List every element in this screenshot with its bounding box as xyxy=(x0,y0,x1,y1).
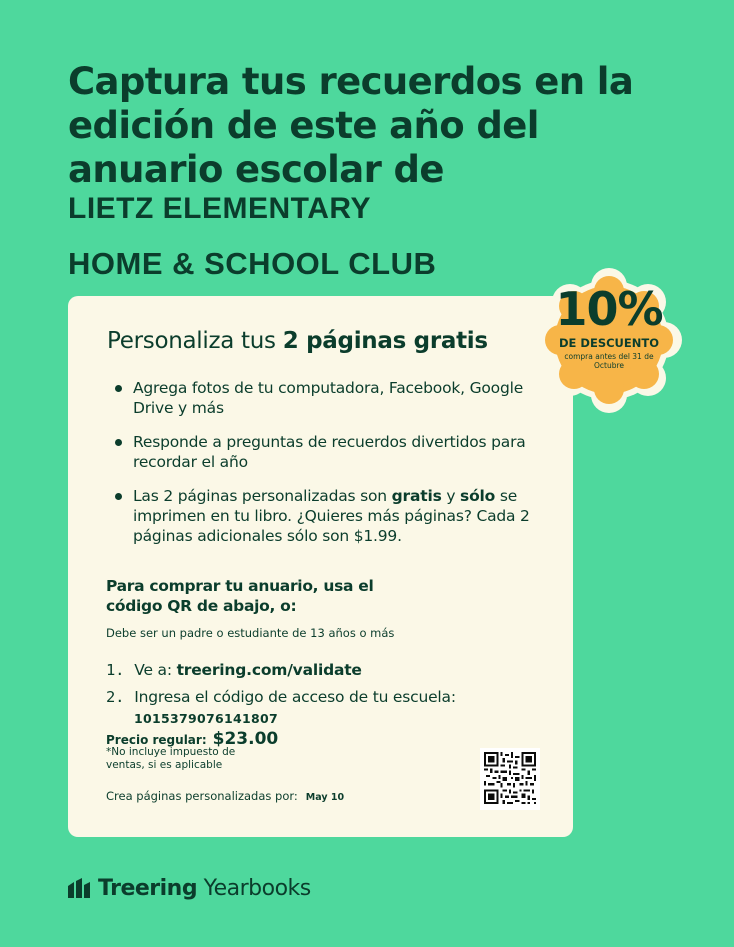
logo-bold: Treering xyxy=(98,875,198,901)
create-label: Crea páginas personalizadas por: xyxy=(106,789,298,803)
bullet-text: Las 2 páginas personalizadas son xyxy=(133,487,392,505)
discount-label: DE DESCUENTO xyxy=(559,336,659,350)
list-item xyxy=(113,486,543,546)
create-date: May 10 xyxy=(305,792,345,803)
step-number: 1. xyxy=(106,661,125,679)
eligibility-note: Debe ser un padre o estudiante de 13 años o más xyxy=(106,626,395,640)
logo-text xyxy=(98,876,311,901)
step-1 xyxy=(106,661,362,679)
step-text: Ingresa el código de acceso de tu escuela: xyxy=(134,688,456,706)
bullet-text: se imprimen en tu libro. ¿Quieres más páginas? Cada 2 páginas adicionales sólo son $1.99. xyxy=(133,487,530,545)
bullet-text: Responde a preguntas de recuerdos divertidos para recordar el año xyxy=(133,433,526,471)
step-number: 2. xyxy=(106,688,125,706)
bullet-text: Agrega fotos de tu computadora, Facebook, Google Drive y más xyxy=(133,379,524,417)
treering-logo-icon xyxy=(68,878,90,898)
qr-code xyxy=(480,748,540,810)
headline: Captura tus recuerdos en la edición de este año del anuario escolar de xyxy=(68,60,634,191)
treering-logo xyxy=(68,874,311,902)
price-value: $23.00 xyxy=(212,729,279,749)
school-club: HOME & SCHOOL CLUB xyxy=(68,246,437,281)
card-title-prefix: Personaliza tus xyxy=(107,328,283,354)
logo-regular: Yearbooks xyxy=(197,875,311,901)
step-2 xyxy=(106,688,456,706)
tax-note: *No incluye impuesto de ventas, si es aplicable xyxy=(106,746,236,771)
bullet-text: y xyxy=(441,487,461,505)
buy-heading: Para comprar tu anuario, usa el código QR de abajo, o: xyxy=(106,577,374,615)
info-card xyxy=(68,296,573,837)
bullet-bold: sólo xyxy=(460,487,496,505)
card-title xyxy=(107,328,488,354)
validate-url: treering.com/validate xyxy=(176,661,362,679)
step-text: Ve a: xyxy=(134,661,177,679)
list-item xyxy=(113,432,543,472)
price-label: Precio regular: xyxy=(106,733,207,747)
discount-deadline: compra antes del 31 de Octubre xyxy=(564,352,654,370)
card-title-bold: 2 páginas gratis xyxy=(282,328,488,354)
school-name: LIETZ ELEMENTARY xyxy=(68,192,371,225)
discount-badge xyxy=(530,268,688,413)
access-code: 1015379076141807 xyxy=(134,711,278,726)
discount-percent: 10% xyxy=(555,282,663,336)
bullet-bold: gratis xyxy=(391,487,442,505)
qr-code-icon xyxy=(484,752,536,804)
feature-list xyxy=(113,378,543,560)
create-by xyxy=(106,789,344,803)
list-item xyxy=(113,378,543,418)
